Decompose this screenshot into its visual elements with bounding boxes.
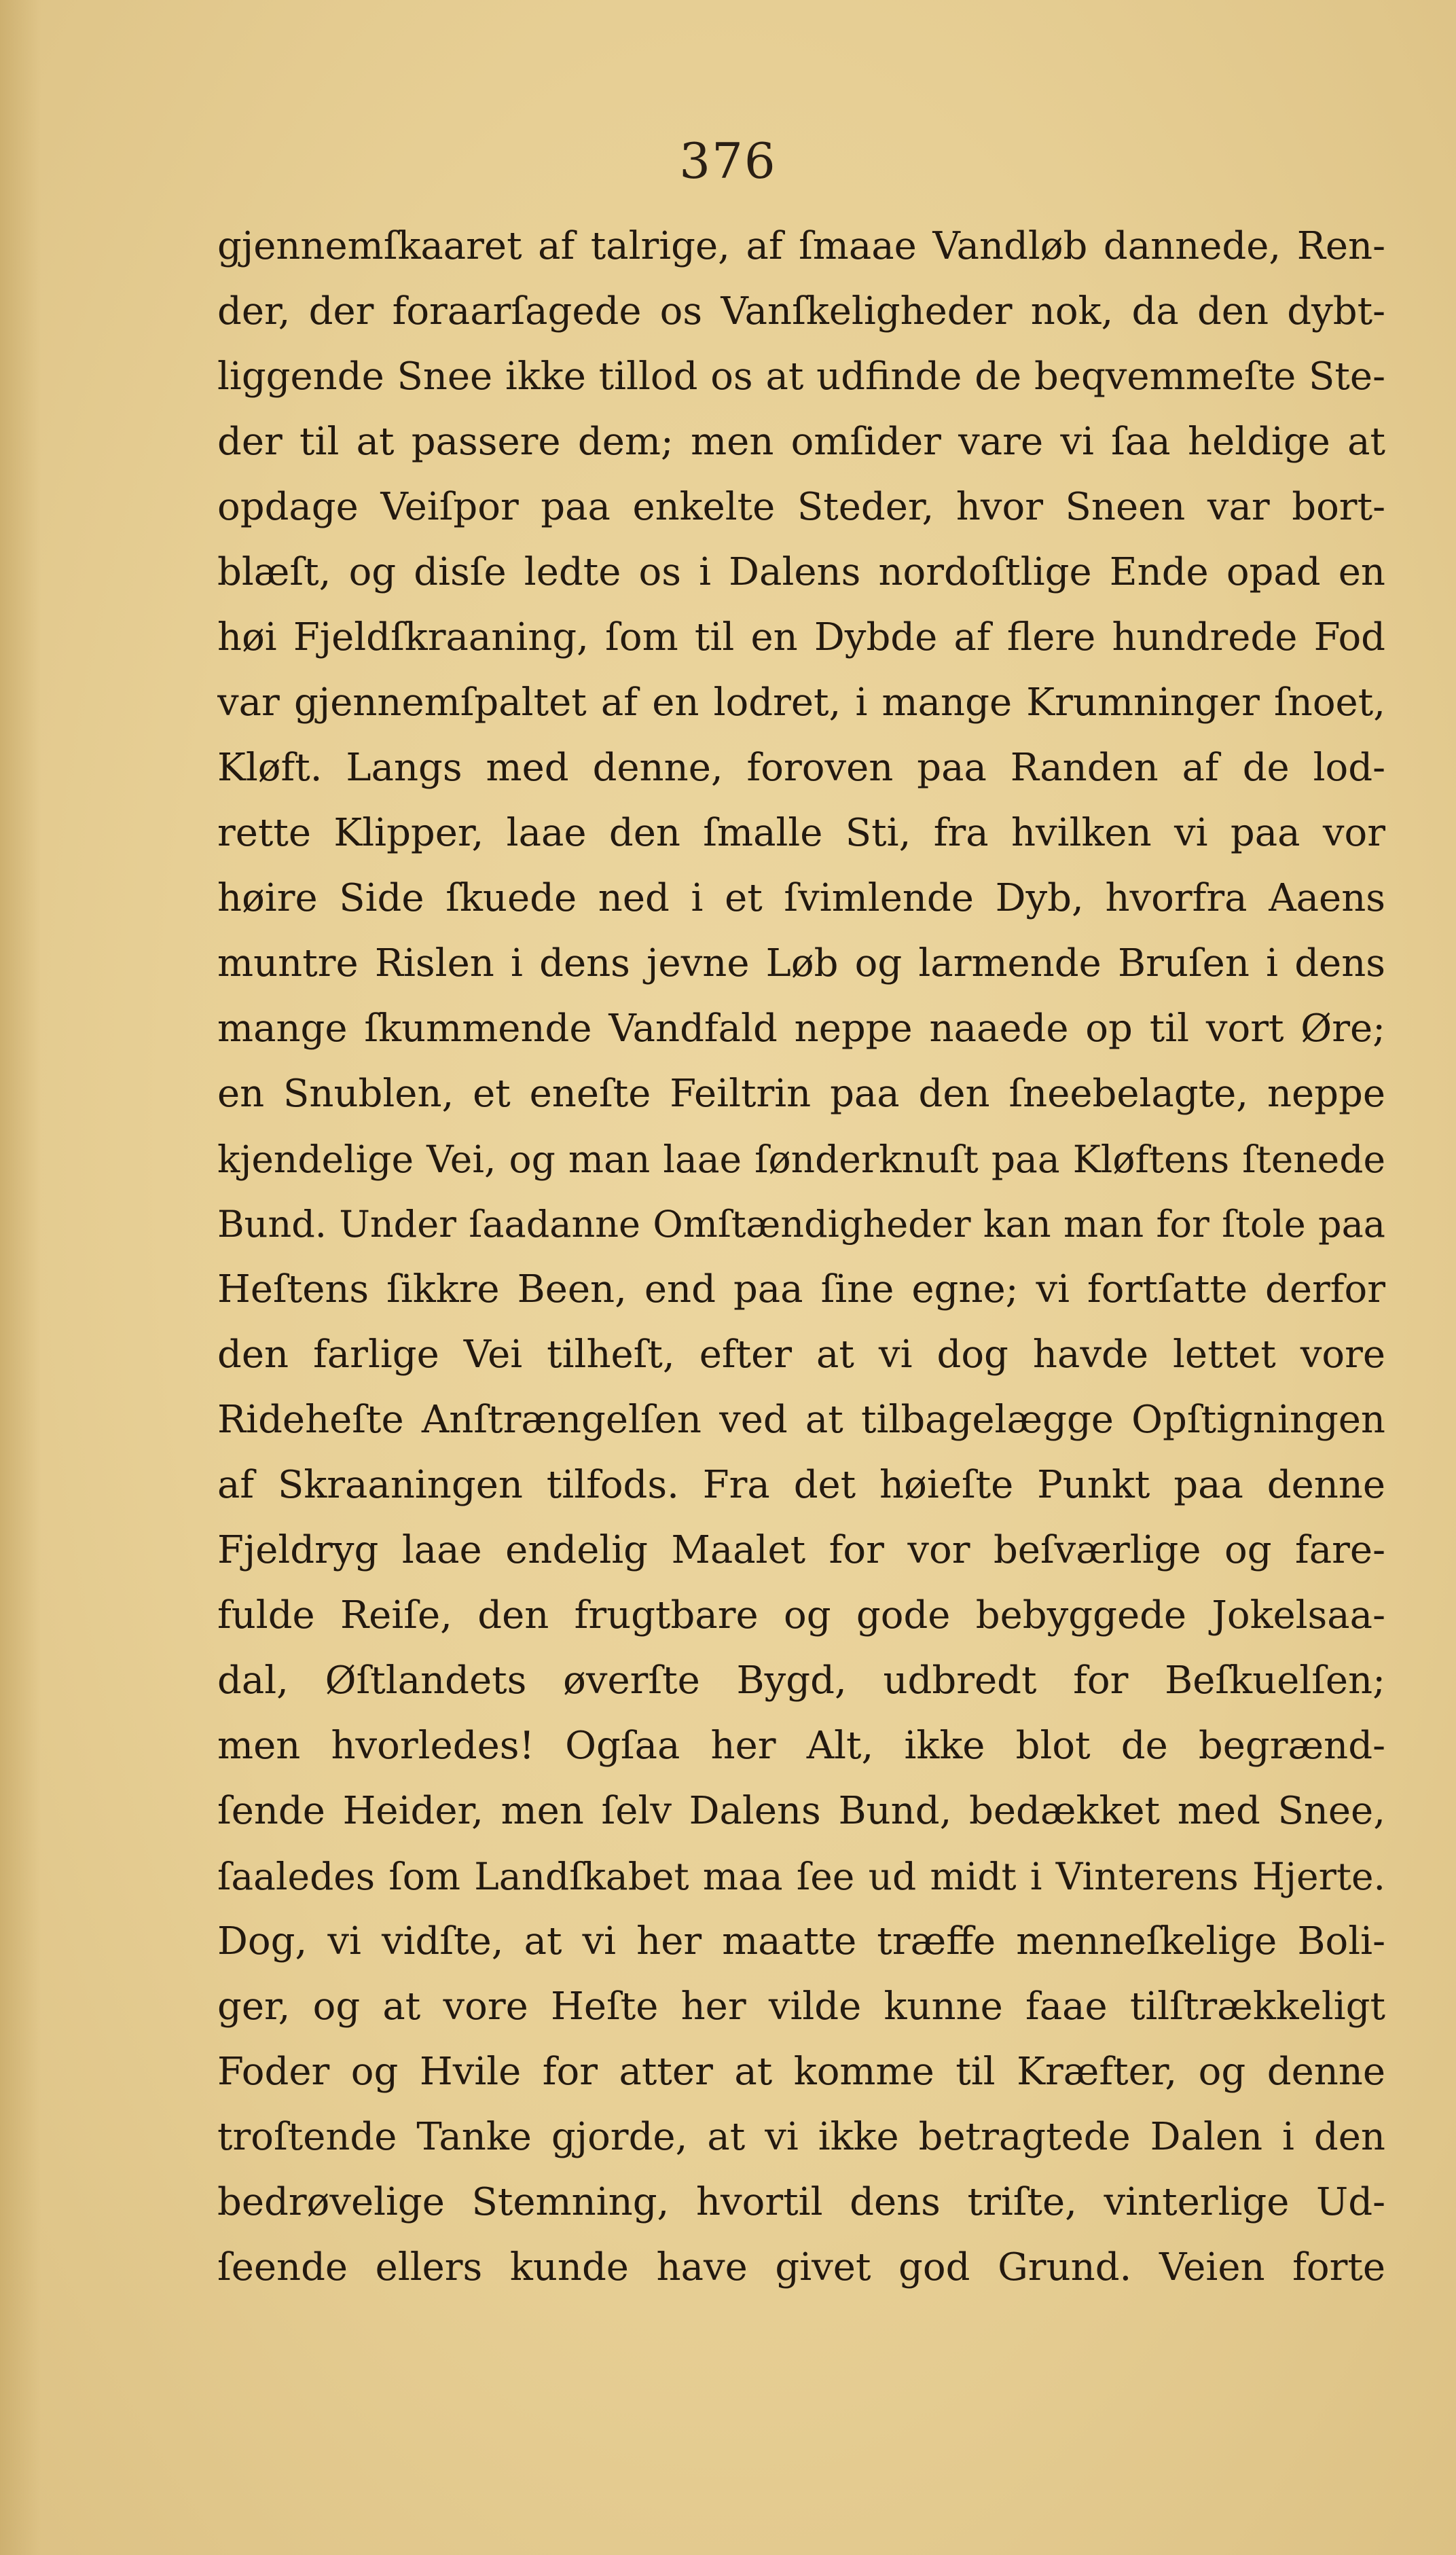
text-line: Rideheſte Anſtrængelſen ved at tilbagelægge Opſtigningen — [217, 1398, 1385, 1442]
text-line: gjennemſkaaret af talrige, af ſmaae Vandløb dannede, Ren- — [217, 224, 1385, 268]
text-line: ſaaledes ſom Landſkabet maa ſee ud midt i Vinterens Hjerte. — [217, 1855, 1385, 1898]
text-line: kjendelige Vei, og man laae ſønderknuſt paa Kløftens ſtenede — [217, 1138, 1385, 1181]
body-text — [217, 214, 1385, 2300]
text-line: Dog, vi vidſte, at vi her maatte træffe menneſkelige Boli- — [217, 1919, 1385, 1963]
page-gutter-shadow — [0, 0, 41, 2555]
text-line: høire Side ſkuede ned i et ſvimlende Dyb, hvorfra Aaens — [217, 876, 1385, 920]
text-line: der til at passere dem; men omſider vare vi ſaa heldige at — [217, 420, 1385, 464]
text-line: høi Fjeldſkraaning, ſom til en Dybde af flere hundrede Fod — [217, 615, 1385, 659]
text-line: Fjeldryg laae endelig Maalet for vor beſværlige og fare- — [217, 1528, 1385, 1572]
text-line: dal, Øſtlandets øverſte Bygd, udbredt for Beſkuelſen; — [217, 1659, 1385, 1703]
text-line: Heſtens ſikkre Been, end paa ſine egne; vi fortſatte derfor — [217, 1267, 1385, 1311]
text-line: muntre Rislen i dens jevne Løb og larmende Bruſen i dens — [217, 941, 1385, 985]
text-line: troſtende Tanke gjorde, at vi ikke betragtede Dalen i den — [217, 2115, 1385, 2159]
text-line: blæſt, og disſe ledte os i Dalens nordoſtlige Ende opad en — [217, 550, 1385, 594]
text-line: opdage Veiſpor paa enkelte Steder, hvor Sneen var bort- — [217, 485, 1385, 529]
text-line: af Skraaningen tilfods. Fra det høieſte Punkt paa denne — [217, 1463, 1385, 1507]
text-line: rette Klipper, laae den ſmalle Sti, fra hvilken vi paa vor — [217, 811, 1385, 855]
text-line: Bund. Under ſaadanne Omſtændigheder kan man for ſtole paa — [217, 1203, 1385, 1246]
text-line: ſeende ellers kunde have givet god Grund. Veien forte — [217, 2245, 1385, 2289]
text-line: liggende Snee ikke tillod os at udfinde de beqvemmeſte Ste- — [217, 355, 1385, 399]
text-line: fulde Reiſe, den frugtbare og gode bebyggede Jokelsaa- — [217, 1593, 1385, 1637]
page-number: 376 — [679, 132, 777, 189]
text-line: Kløft. Langs med denne, foroven paa Randen af de lod- — [217, 746, 1385, 790]
text-line: en Snublen, et eneſte Feiltrin paa den ſneebelagte, neppe — [217, 1072, 1385, 1116]
text-line: mange ſkummende Vandfald neppe naaede op til vort Øre; — [217, 1007, 1385, 1051]
text-line: men hvorledes! Ogſaa her Alt, ikke blot de begrænd- — [217, 1724, 1385, 1768]
text-line: Foder og Hvile for atter at komme til Kræfter, og denne — [217, 2050, 1385, 2094]
text-line: bedrøvelige Stemning, hvortil dens triſte, vinterlige Ud- — [217, 2180, 1385, 2224]
text-line: den farlige Vei tilheſt, efter at vi dog havde lettet vore — [217, 1333, 1385, 1377]
text-line: ger, og at vore Heſte her vilde kunne faae tilſtrækkeligt — [217, 1985, 1385, 2029]
text-line: ſende Heider, men ſelv Dalens Bund, bedækket med Snee, — [217, 1789, 1385, 1833]
text-line: var gjennemſpaltet af en lodret, i mange Krumninger ſnoet, — [217, 681, 1385, 725]
text-line: der, der foraarſagede os Vanſkeligheder nok, da den dybt- — [217, 289, 1385, 333]
